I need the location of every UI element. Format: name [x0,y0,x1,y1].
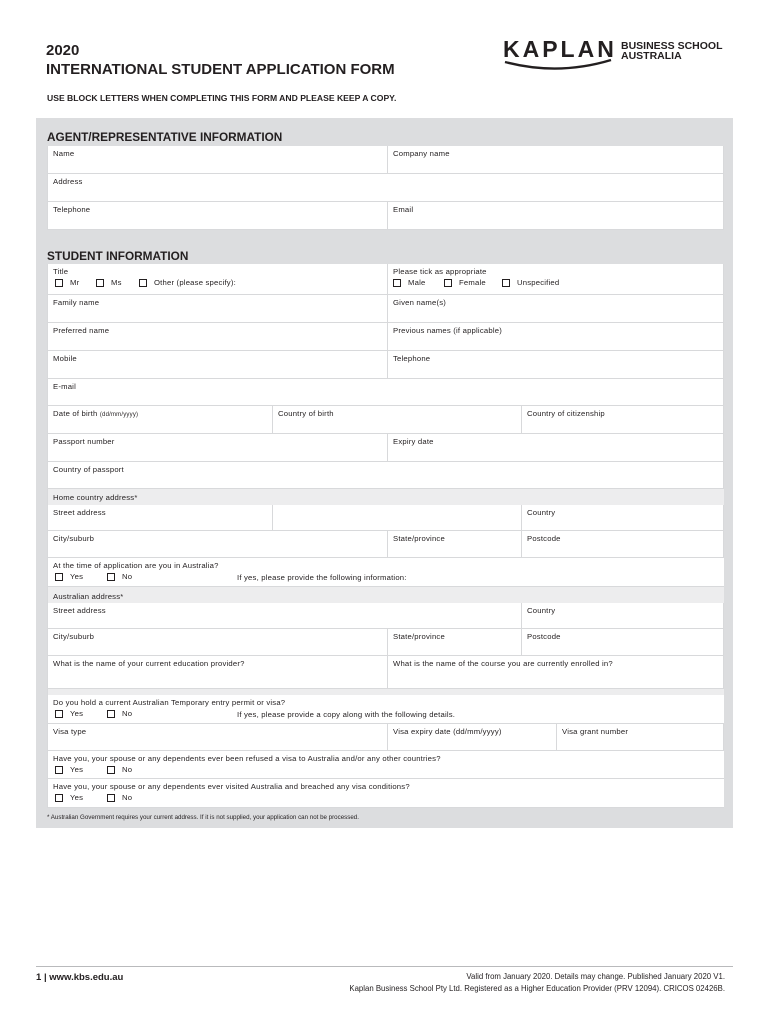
home-country-field[interactable] [522,505,724,530]
in-australia-no-checkbox[interactable] [107,573,115,581]
breached-no-label: No [122,793,133,802]
family-name-field[interactable] [48,295,388,322]
visa-no-checkbox[interactable] [107,710,115,718]
agent-address-label: Address [53,177,83,186]
aus-row-city [48,629,724,656]
breached-no[interactable] [107,793,132,802]
home-state-label: State/province [393,534,445,543]
agent-email-label: Email [393,205,414,214]
refused-yes-label: Yes [70,765,84,774]
title-label: Title [53,267,69,276]
visa-type-field[interactable] [48,724,388,750]
home-address-label: Home country address* [53,493,138,502]
title-option-ms[interactable] [96,278,122,287]
visa-yes-label: Yes [70,709,84,718]
gender-option-male[interactable] [393,278,425,287]
mobile-field[interactable] [48,351,388,378]
student-email-label: E-mail [53,382,76,391]
home-street-label: Street address [53,508,106,517]
country-citizenship-field[interactable] [522,406,724,433]
student-row-email [48,379,724,406]
visa-yes[interactable] [55,709,83,718]
footer-divider [36,966,733,967]
in-australia-no[interactable] [107,572,132,581]
student-grid [47,264,724,808]
passport-number-label: Passport number [53,437,115,446]
other-checkbox[interactable] [139,279,147,287]
logo-subtitle [621,41,723,61]
country-passport-field[interactable] [48,462,724,488]
previous-names-field[interactable] [388,323,724,350]
form-panel [36,118,733,828]
agent-row-address [48,174,724,202]
breached-row [48,779,724,808]
given-names-label: Given name(s) [393,298,447,307]
refused-yes-checkbox[interactable] [55,766,63,774]
kaplan-logo [503,36,728,76]
breached-question: Have you, your spouse or any dependents ever visited Australia and breached any visa conditions? [53,782,410,791]
student-row-title [48,264,724,295]
aus-country-field[interactable] [522,603,724,628]
aus-street-label: Street address [53,606,106,615]
aus-city-field[interactable] [48,629,388,655]
student-row-phone [48,351,724,379]
dob-field[interactable] [48,406,273,433]
agent-section-heading: AGENT/REPRESENTATIVE INFORMATION [47,130,283,144]
agent-address-field[interactable] [48,174,724,201]
visa-details-row [48,724,724,751]
gender-option-unspecified[interactable] [502,278,559,287]
form-year: 2020 [46,42,80,59]
agent-email-field[interactable] [388,202,724,229]
agent-company-label: Company name [393,149,450,158]
student-row-birth [48,406,724,434]
refused-row [48,751,724,779]
student-section-heading: STUDENT INFORMATION [47,249,189,263]
footer-separator: | [43,972,50,983]
refused-yes[interactable] [55,765,83,774]
title-option-mr[interactable] [55,278,79,287]
footer-left [36,972,123,983]
agent-name-field[interactable] [48,146,388,173]
agent-row-contact [48,202,724,230]
gender-option-female[interactable] [444,278,486,287]
course-enrolled-label: What is the name of the course you are currently enrolled in? [393,659,613,668]
home-postcode-field[interactable] [522,531,724,557]
passport-number-field[interactable] [48,434,388,461]
visa-no-label: No [122,709,133,718]
breached-yes-label: Yes [70,793,84,802]
logo-brand: KAPLAN [503,36,617,62]
visa-note: If yes, please provide a copy along with the following details. [237,710,456,719]
visa-grant-field[interactable] [557,724,724,750]
in-australia-question: At the time of application are you in Australia? [53,561,219,570]
dob-label-text: Date of birth [53,409,98,418]
male-checkbox[interactable] [393,279,401,287]
edu-provider-field[interactable] [48,656,388,688]
home-state-field[interactable] [388,531,522,557]
given-names-field[interactable] [388,295,724,322]
student-row-names [48,295,724,323]
home-city-field[interactable] [48,531,388,557]
preferred-name-field[interactable] [48,323,388,350]
breached-yes-checkbox[interactable] [55,794,63,802]
visa-expiry-field[interactable] [388,724,557,750]
agent-telephone-label: Telephone [53,205,91,214]
ms-checkbox[interactable] [96,279,104,287]
student-telephone-label: Telephone [393,354,431,363]
expiry-date-label: Expiry date [393,437,434,446]
in-australia-row [48,558,724,587]
refused-no-label: No [122,765,133,774]
preferred-name-label: Preferred name [53,326,110,335]
form-title: INTERNATIONAL STUDENT APPLICATION FORM [46,61,395,78]
breached-yes[interactable] [55,793,83,802]
aus-state-label: State/province [393,632,445,641]
form-instruction: USE BLOCK LETTERS WHEN COMPLETING THIS FORM AND PLEASE KEEP A COPY. [47,93,397,103]
visa-grant-label: Visa grant number [562,727,629,736]
website-link[interactable]: www.kbs.edu.au [49,972,124,983]
visa-expiry-label: Visa expiry date (dd/mm/yyyy) [393,727,502,736]
home-row-street [48,505,724,531]
home-street-field-2[interactable] [273,505,522,530]
visa-no[interactable] [107,709,132,718]
aus-street-field[interactable] [48,603,522,628]
home-city-label: City/suburb [53,534,95,543]
ms-label: Ms [111,278,122,287]
mr-checkbox[interactable] [55,279,63,287]
in-australia-note: If yes, please provide the following information: [237,573,407,582]
aus-address-label: Australian address* [53,592,124,601]
home-address-header [48,489,724,505]
footer-registration: Kaplan Business School Pty Ltd. Registered as a Higher Education Provider (PRV 12094). CRICOS 02426B. [349,984,725,993]
breached-no-checkbox[interactable] [107,794,115,802]
in-australia-yes[interactable] [55,572,83,581]
agent-telephone-field[interactable] [48,202,388,229]
previous-names-label: Previous names (if applicable) [393,326,502,335]
other-label: Other (please specify): [154,278,236,287]
footnote: * Australian Government requires your current address. If it is not supplied, your application can not be processed. [47,814,359,821]
gender-field [388,264,724,294]
country-birth-label: Country of birth [278,409,334,418]
dob-format: (dd/mm/yyyy) [99,412,139,418]
in-australia-yes-label: Yes [70,572,84,581]
home-postcode-label: Postcode [527,534,561,543]
gender-label: Please tick as appropriate [393,267,487,276]
title-field [48,264,388,294]
female-label: Female [459,278,486,287]
home-country-label: Country [527,508,556,517]
student-row-passport-country [48,462,724,489]
aus-country-label: Country [527,606,556,615]
unspecified-label: Unspecified [517,278,560,287]
mr-label: Mr [70,278,80,287]
footer-right [349,971,725,995]
female-checkbox[interactable] [444,279,452,287]
student-row-preferred [48,323,724,351]
student-row-passport [48,434,724,462]
mobile-label: Mobile [53,354,77,363]
logo-line1: BUSINESS SCHOOL [621,40,723,52]
aus-state-field[interactable] [388,629,522,655]
refused-no-checkbox[interactable] [107,766,115,774]
logo-swoosh-icon [503,58,613,74]
family-name-label: Family name [53,298,100,307]
logo-line2: AUSTRALIA [621,50,682,62]
in-australia-yes-checkbox[interactable] [55,573,63,581]
agent-grid [47,146,724,230]
agent-row-name [48,146,724,174]
aus-postcode-field[interactable] [522,629,724,655]
aus-city-label: City/suburb [53,632,95,641]
male-label: Male [408,278,426,287]
refused-no[interactable] [107,765,132,774]
country-passport-label: Country of passport [53,465,124,474]
footer-validity: Valid from January 2020. Details may change. Published January 2020 V1. [466,972,725,981]
student-telephone-field[interactable] [388,351,724,378]
country-birth-field[interactable] [273,406,522,433]
home-street-field[interactable] [48,505,273,530]
in-australia-no-label: No [122,572,133,581]
education-row [48,656,724,689]
visa-type-label: Visa type [53,727,87,736]
country-citizenship-label: Country of citizenship [527,409,605,418]
expiry-date-field[interactable] [388,434,724,461]
student-email-field[interactable] [48,379,724,405]
agent-name-label: Name [53,149,75,158]
title-option-other[interactable] [139,278,236,287]
unspecified-checkbox[interactable] [502,279,510,287]
edu-provider-label: What is the name of your current education provider? [53,659,245,668]
refused-question: Have you, your spouse or any dependents ever been refused a visa to Australia and/or any other countries? [53,754,441,763]
home-row-city [48,531,724,558]
aus-row-street [48,603,724,629]
visa-question: Do you hold a current Australian Temporary entry permit or visa? [53,698,286,707]
visa-yes-checkbox[interactable] [55,710,63,718]
visa-row [48,695,724,724]
course-enrolled-field[interactable] [388,656,724,688]
aus-postcode-label: Postcode [527,632,561,641]
agent-company-field[interactable] [388,146,724,173]
aus-address-header [48,587,724,603]
dob-label [53,409,138,418]
page-number: 1 [36,972,42,983]
